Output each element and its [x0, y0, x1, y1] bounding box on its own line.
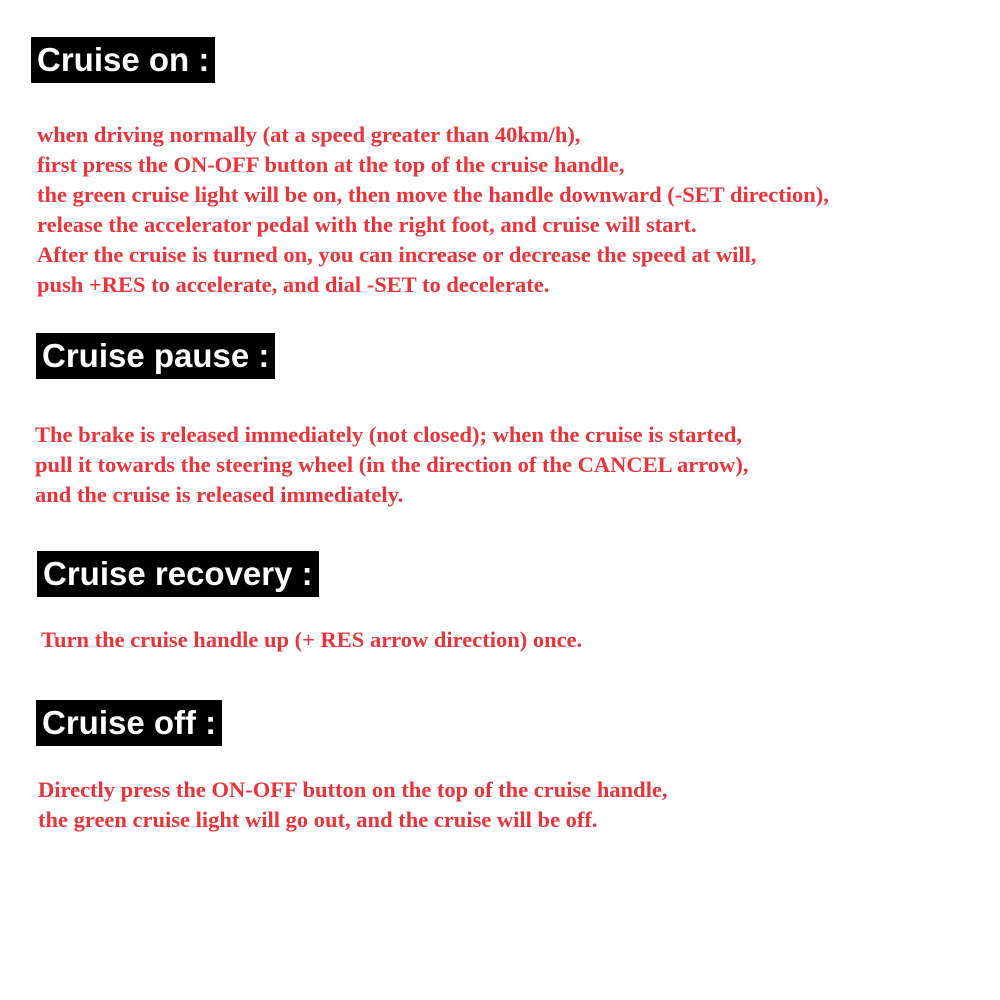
- text-line: the green cruise light will be on, then move the handle downward (-SET direction),: [37, 182, 829, 207]
- text-line: and the cruise is released immediately.: [35, 482, 404, 507]
- paragraph-cruise-off: [38, 775, 668, 835]
- heading-cruise-off: Cruise off :: [36, 700, 222, 746]
- heading-cruise-pause: Cruise pause :: [36, 333, 275, 379]
- text-line: release the accelerator pedal with the right foot, and cruise will start.: [37, 212, 697, 237]
- text-line: when driving normally (at a speed greater than 40km/h),: [37, 122, 581, 147]
- paragraph-cruise-pause: [35, 420, 749, 510]
- text-line: push +RES to accelerate, and dial -SET to decelerate.: [37, 272, 550, 297]
- text-line: pull it towards the steering wheel (in the direction of the CANCEL arrow),: [35, 452, 749, 477]
- text-line: After the cruise is turned on, you can increase or decrease the speed at will,: [37, 242, 757, 267]
- text-line: the green cruise light will go out, and the cruise will be off.: [38, 807, 598, 832]
- text-line: Directly press the ON-OFF button on the top of the cruise handle,: [38, 777, 668, 802]
- paragraph-cruise-on: [37, 120, 829, 300]
- text-line: Turn the cruise handle up (+ RES arrow direction) once.: [41, 627, 583, 652]
- heading-cruise-recovery: Cruise recovery :: [37, 551, 319, 597]
- text-line: first press the ON-OFF button at the top of the cruise handle,: [37, 152, 625, 177]
- heading-cruise-on: Cruise on :: [31, 37, 215, 83]
- text-line: The brake is released immediately (not closed); when the cruise is started,: [35, 422, 742, 447]
- paragraph-cruise-recovery: [41, 625, 582, 655]
